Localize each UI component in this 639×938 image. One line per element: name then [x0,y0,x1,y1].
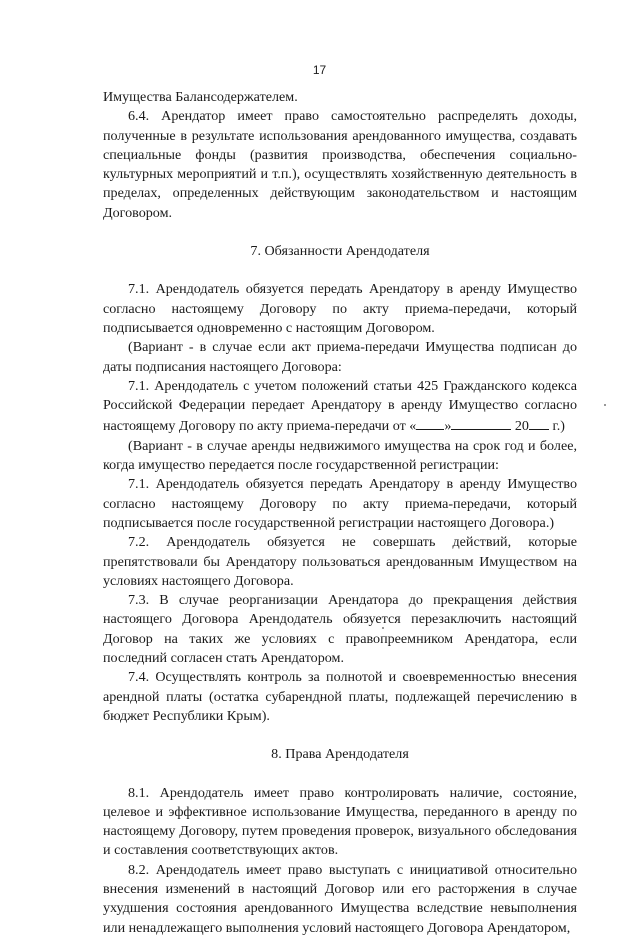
quote-close: » [444,418,452,435]
paragraph-8-1: 8.1. Арендодатель имеет право контролировать наличие, состояние, целевое и эффективное использование Имущества, переданного в аренду по настоящему Договору, путем проведения проверок, визуального обследования и составления соответствующих актов. [103,784,577,859]
paragraph-8-2: 8.2. Арендодатель имеет право выступать с инициативой относительно внесения изменений в настоящий Договор или его расторжения в случае ухудшения состояния арендованного Имущества вследствие невыполнения или ненадлежащего выполнения условий настоящего Договора Арендатором, [103,861,577,936]
year-prefix: 20 [511,418,529,435]
year-blank [529,415,549,430]
paragraph-7-1-variant-c: 7.1. Арендодатель обязуется передать Арендатору в аренду Имущество согласно настоящему Договору по акту приема-передачи, который подписывается после государственной регистрации настоящего Договора.) [103,476,577,531]
paragraph-7-1b-text: 7.1. Арендодатель с учетом положений статьи 425 Гражданского кодекса Российской Федерации передает Арендатору в аренду Имущество согласно настоящему Договору по акту приема-передачи от « [103,377,577,435]
page-number: 17 [312,63,327,77]
month-blank [451,415,511,430]
section-8-heading: 8. Права Арендодателя [271,746,409,763]
scan-speck [382,627,384,629]
day-blank [416,415,444,430]
paragraph-7-1-variant-b [103,377,577,437]
paragraph-7-3: 7.3. В случае реорганизации Арендатора до прекращения действия настоящего Договора Арендодатель обязуется перезаключить настоящий Договор на таких же условиях с правопреемником Арендатора, если последний согласен стать Арендатором. [103,592,577,667]
paragraph-variant-1: (Вариант - в случае если акт приема-передачи Имущества подписан до даты подписания настоящего Договора: [103,339,577,375]
document-body [103,88,577,938]
scan-speck [604,404,606,406]
paragraph-7-4: 7.4. Осуществлять контроль за полнотой и своевременностью внесения арендной платы (остатка субарендной платы, подлежащей перечислению в бюджет Республики Крым). [103,669,577,724]
paragraph-7-1: 7.1. Арендодатель обязуется передать Арендатору в аренду Имущество согласно настоящему Договору по акту приема-передачи, который подписывается одновременно с настоящим Договором. [103,281,577,336]
section-7-heading: 7. Обязанности Арендодателя [250,243,430,260]
paragraph-7-2: 7.2. Арендодатель обязуется не совершать действий, которые препятствовали бы Арендатору пользоваться арендованным Имуществом на условиях настоящего Договора. [103,534,577,589]
paragraph-6-4: 6.4. Арендатор имеет право самостоятельно распределять доходы, полученные в результате использования арендованного имущества, создавать специальные фонды (развития производства, обеспечения социально-культурных мероприятий и т.п.), осуществлять хозяйственную деятельность в пределах, определенных действующим законодательством и настоящим Договором. [103,108,577,221]
year-suffix: г.) [548,418,565,435]
paragraph-variant-2: (Вариант - в случае аренды недвижимого имущества на срок год и более, когда имущество передается после государственной регистрации: [103,437,577,474]
paragraph-continuation: Имущества Балансодержателем. [103,89,298,105]
